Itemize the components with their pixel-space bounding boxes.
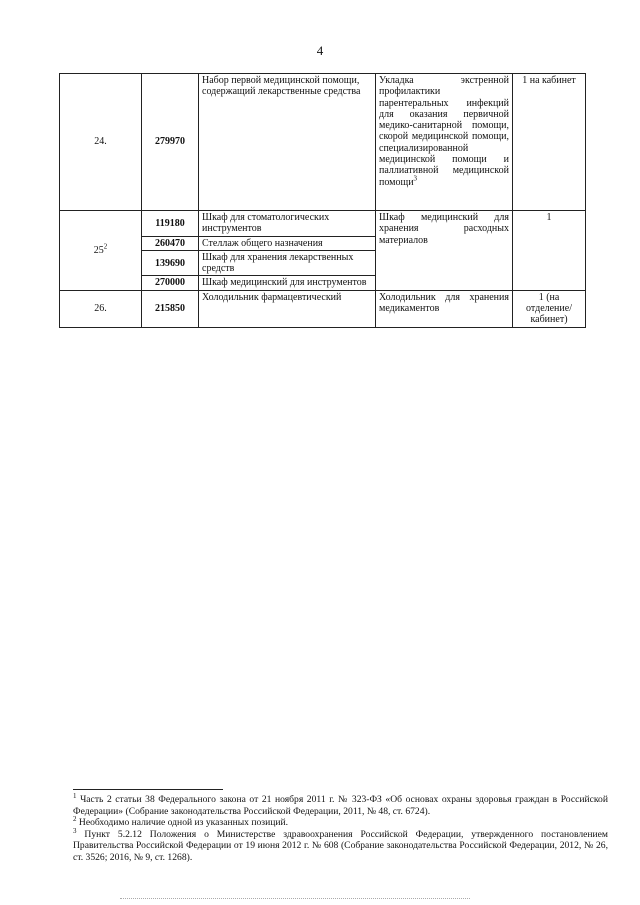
- equipment-name: Шкаф для хранения лекарственных средств: [199, 250, 376, 276]
- equipment-name: Холодильник фармацевтический: [199, 290, 376, 327]
- footnote-mark: 2: [73, 815, 77, 823]
- scan-edge-line: [120, 898, 470, 899]
- footnote-text: Часть 2 статьи 38 Федерального закона от 21 ноября 2011 г. № 323-ФЗ «Об основах охраны здоровья граждан в Российской Федерации» (Собрание законодательства Российской Федерации, 2011, № 48, ст. 6724).: [73, 794, 608, 817]
- page-number: 4: [316, 43, 324, 58]
- equipment-table: [59, 73, 586, 328]
- purpose-text: Укладка экстренной профилактики парентеральных инфекций для оказания первичной медико-санитарной помощи, скорой медицинской помощи, специализированной медицинской помощи и паллиативной медицинской помощи: [379, 75, 509, 188]
- row-number: 26.: [60, 290, 142, 327]
- table-row: [60, 211, 586, 237]
- footnote-ref: 2: [103, 242, 108, 251]
- equipment-code: 279970: [142, 74, 199, 211]
- row-number: 24.: [60, 74, 142, 211]
- equipment-name: Набор первой медицинской помощи, содержащий лекарственные средства: [199, 74, 376, 211]
- equipment-code: 270000: [142, 276, 199, 290]
- footnote: [73, 791, 608, 817]
- table-row: [60, 74, 586, 211]
- row-number: $25^2$: [60, 211, 142, 291]
- footnote-mark: 1: [73, 791, 77, 800]
- equipment-quantity: 1: [513, 211, 586, 291]
- footnote-mark: 3: [73, 826, 77, 835]
- footnote: [73, 817, 608, 829]
- footnote-ref: 3: [413, 174, 418, 183]
- footnote-text: Пункт 5.2.12 Положения о Министерстве здравоохранения Российской Федерации, утвержденного постановлением Правительства Российской Федерации от 19 июня 2012 г. № 608 (Собрание законодательства Российской Федерации, 2012, № 26, ст. 3526; 2016, № 9, ст. 1268).: [73, 828, 608, 863]
- equipment-name: Шкаф для стоматологических инструментов: [199, 211, 376, 237]
- equipment-code: 260470: [142, 236, 199, 250]
- equipment-purpose: Холодильник для хранения медикаментов: [376, 290, 513, 327]
- equipment-purpose: [376, 74, 513, 211]
- footnote-text: Необходимо наличие одной из указанных позиций.: [78, 817, 289, 829]
- footnotes: [73, 791, 608, 864]
- equipment-code: 215850: [142, 290, 199, 327]
- equipment-quantity: 1 (на отделение/ кабинет): [513, 290, 586, 327]
- equipment-name: Шкаф медицинский для инструментов: [199, 276, 376, 290]
- equipment-code: 139690: [142, 250, 199, 276]
- equipment-purpose: Шкаф медицинский для хранения расходных материалов: [376, 211, 513, 291]
- equipment-name: Стеллаж общего назначения: [199, 236, 376, 250]
- footnote-separator: [73, 789, 223, 790]
- equipment-code: 119180: [142, 211, 199, 237]
- footnote: [73, 826, 608, 864]
- table-row: [60, 290, 586, 327]
- equipment-quantity: 1 на кабинет: [513, 74, 586, 211]
